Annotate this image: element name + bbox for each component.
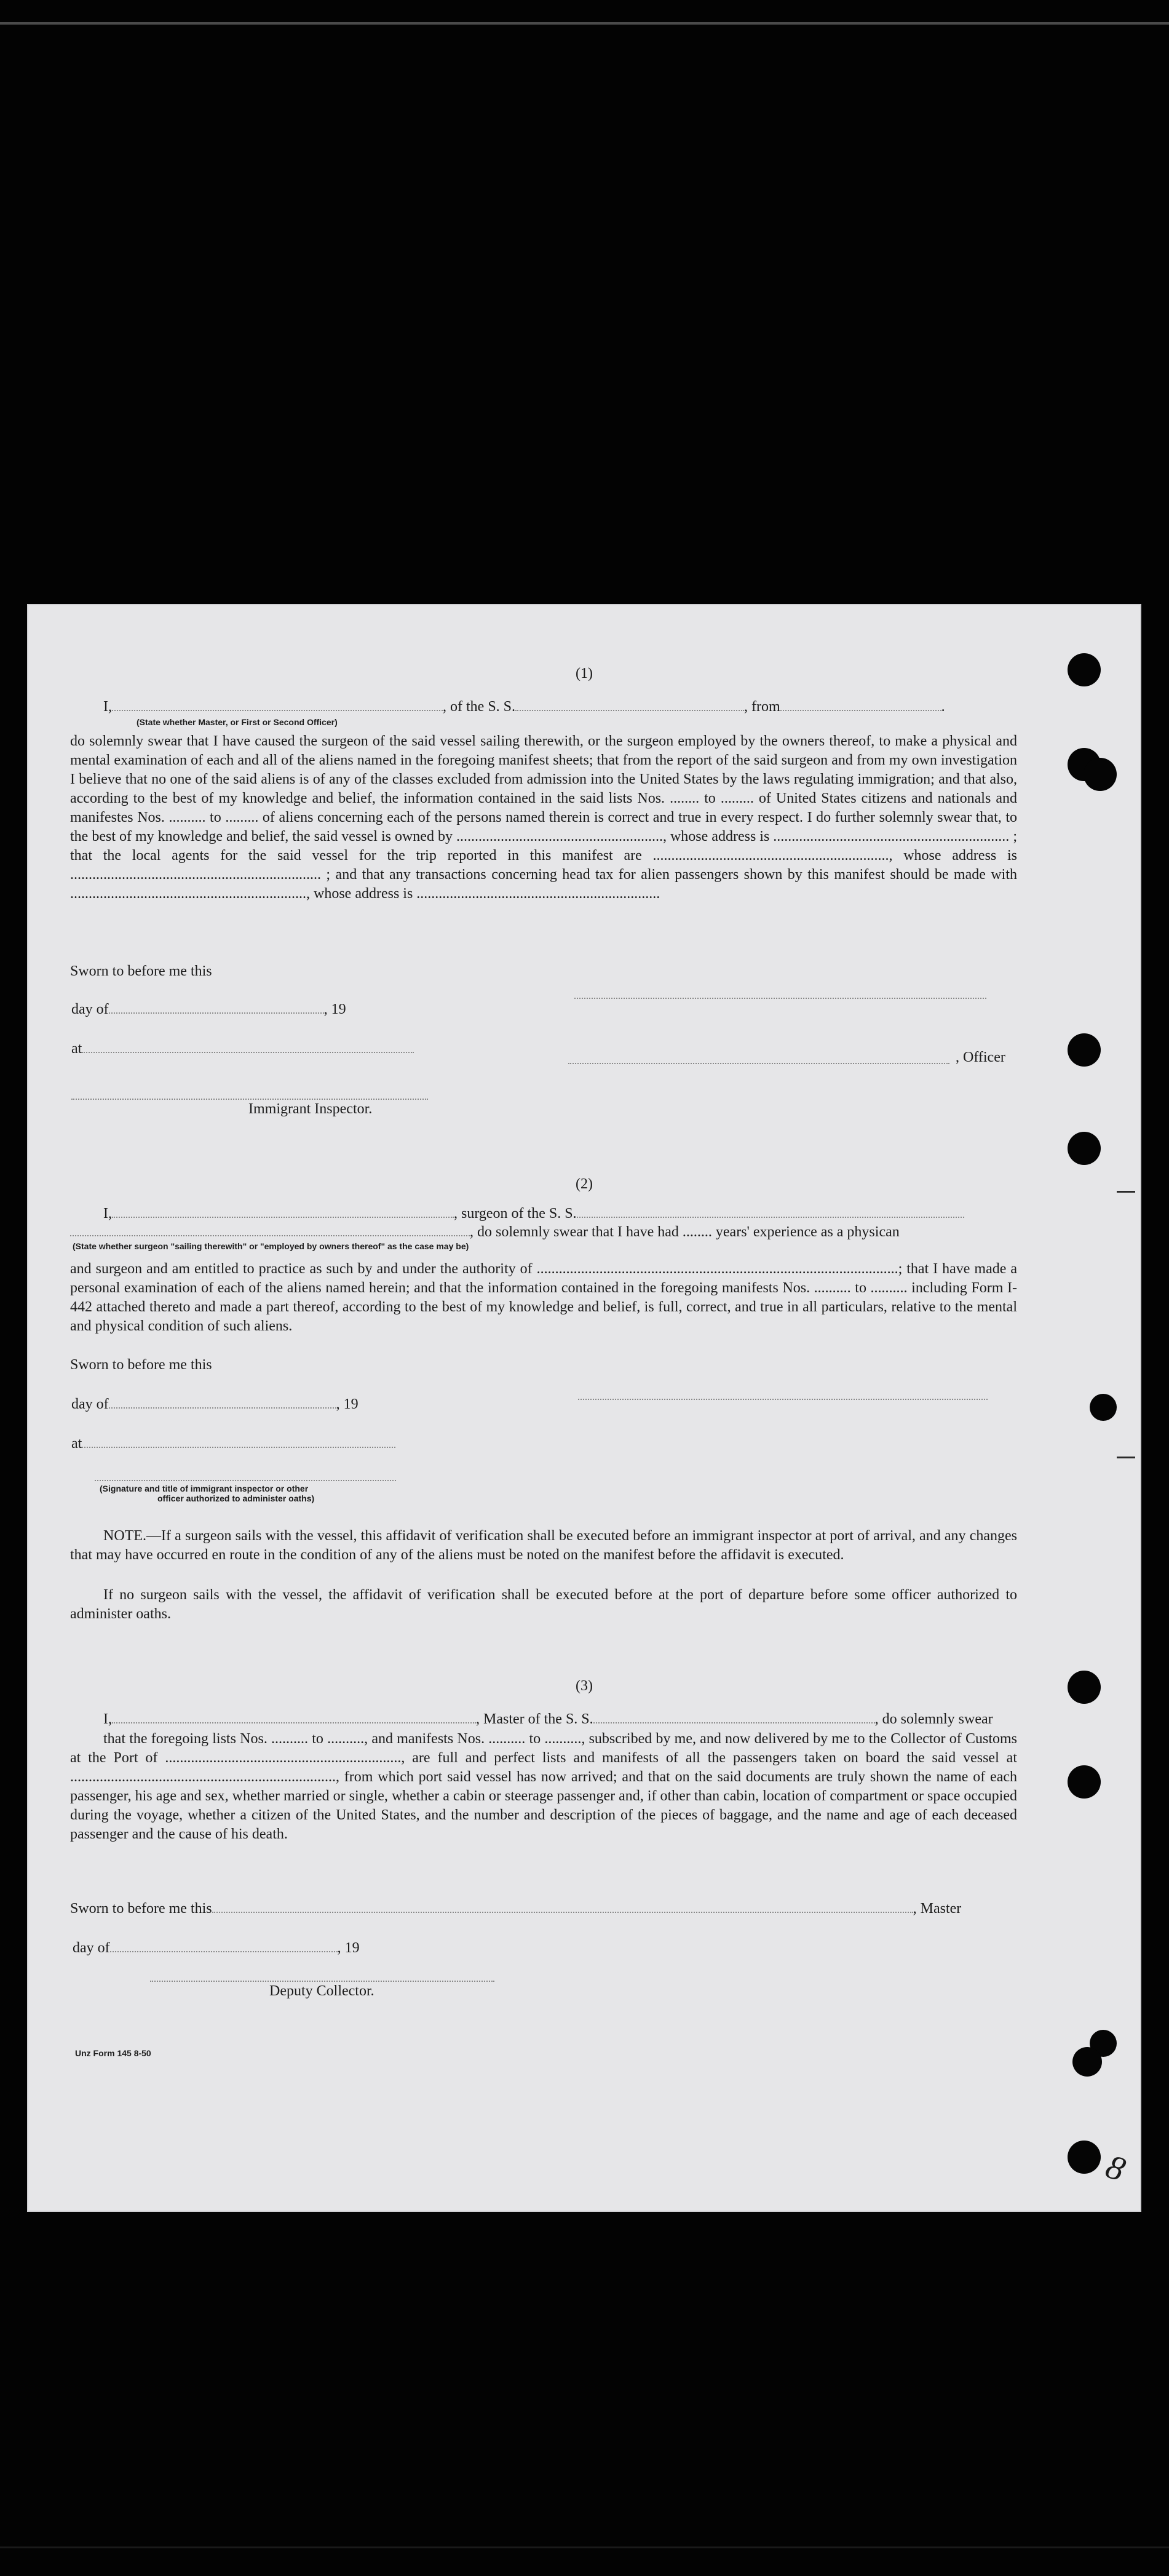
s3-master-signature-blank xyxy=(212,1901,913,1913)
s2-ship-blank xyxy=(577,1206,964,1218)
s3-swear-text: , do solemnly swear xyxy=(874,1711,993,1727)
s3-master-of: , Master of the S. S. xyxy=(476,1711,593,1727)
s2-at-label: at xyxy=(71,1436,82,1452)
s3-name-blank xyxy=(112,1711,476,1723)
s1-sworn-label: Sworn to before me this xyxy=(70,963,212,979)
top-scan-border xyxy=(0,22,1169,25)
s2-note: NOTE.—If a surgeon sails with the vessel, this affidavit of verification shall be executed before an immigrant inspector at port of arrival, and any changes that may have occurred en route in the condition of any of the aliens must be noted on the manifest before the affidavit is executed. xyxy=(70,1528,1017,1563)
s1-officer-note: (State whether Master, or First or Second Officer) xyxy=(137,717,338,727)
s3-sworn-label: Sworn to before me this xyxy=(70,1901,212,1917)
s2-day-blank xyxy=(109,1396,336,1409)
s1-at-label: at xyxy=(71,1041,82,1057)
s2-at-line xyxy=(71,1434,395,1453)
binder-hole xyxy=(1068,2141,1101,2174)
s3-i-label: I, xyxy=(103,1711,112,1727)
s2-year-label: , 19 xyxy=(336,1396,359,1412)
margin-handwritten-mark: 8 xyxy=(1101,2147,1130,2189)
s2-day-of-label: day of xyxy=(71,1396,109,1412)
s3-day-blank xyxy=(110,1940,338,1952)
binder-hole xyxy=(1068,1765,1101,1799)
s3-deputy-label: Deputy Collector. xyxy=(269,1983,374,1999)
s1-inspector-label: Immigrant Inspector. xyxy=(248,1101,373,1117)
s3-oath-line xyxy=(103,1710,993,1728)
s1-at-line xyxy=(71,1040,414,1058)
s2-at-blank xyxy=(82,1436,395,1448)
s3-day-line xyxy=(73,1939,360,1957)
s1-ship-blank xyxy=(515,699,744,711)
binder-hole xyxy=(1068,1132,1101,1165)
binder-hole xyxy=(1072,2047,1102,2077)
s2-inspector-line xyxy=(95,1480,396,1481)
s1-port-blank xyxy=(780,699,941,711)
s1-i-label: I, xyxy=(103,699,112,715)
s2-status-blank xyxy=(70,1224,470,1236)
s1-year-label: , 19 xyxy=(323,1001,346,1017)
binder-hole xyxy=(1090,1394,1117,1421)
s2-swear-text: , do solemnly swear that I have had ........ years' experience as a physican xyxy=(470,1224,900,1240)
s3-ship-blank xyxy=(593,1711,875,1723)
s2-signature-line xyxy=(578,1399,988,1400)
binder-hole xyxy=(1084,758,1117,791)
s1-signature-line xyxy=(574,998,986,999)
s1-oath-line: I, , of the S. S. , from . xyxy=(103,699,945,715)
s1-from: , from xyxy=(744,699,780,715)
s2-sig-note-1: (Signature and title of immigrant inspector or other xyxy=(100,1484,309,1493)
section-2-number: (2) xyxy=(576,1176,593,1192)
s1-day-of-label: day of xyxy=(71,1001,109,1017)
s1-day-blank xyxy=(109,1001,324,1014)
s3-year-label: , 19 xyxy=(337,1940,360,1956)
s3-sworn-line xyxy=(70,1899,961,1918)
s2-oath-line-1 xyxy=(103,1204,964,1223)
section-3-number: (3) xyxy=(576,1678,593,1694)
s2-sig-note-2: officer authorized to administer oaths) xyxy=(157,1493,315,1503)
s2-note-2: If no surgeon sails with the vessel, the affidavit of verification shall be executed before at the port of departure before some officer authorized to administer oaths. xyxy=(70,1587,1017,1622)
s3-master-label: , Master xyxy=(913,1901,962,1917)
s2-oath-line-2 xyxy=(70,1223,900,1241)
s1-of-ss: , of the S. S. xyxy=(443,699,516,715)
bottom-scan-border xyxy=(0,2546,1169,2548)
s2-name-blank xyxy=(112,1206,454,1218)
s1-oath-body: do solemnly swear that I have caused the surgeon of the said vessel sailing therewith, or the surgeon employed by the owners thereof, to make a physical and mental examination of each and all of the aliens named in the foregoing manifest sheets; that from the report of the said surgeon and from my own investigation I believe that no one of the said aliens is of any of the classes excluded from admission into the United States by the laws regulating immigration; and that also, according to the best of my knowledge and belief, the information contained in the said lists Nos. ........ to ......... of United States citizens and nationals and manifestes Nos. .......... to ......... of aliens concerning each of the persons named therein is correct and true in every respect. I do further solemnly swear that, to the best of my knowledge and belief, the said vessel is owned by ........................................................, whose address is ................................................................ ; that the local agents for the said vessel for the trip reported in this manifest are ................................................................, whose address is .................................................................... ; and that any transactions concerning head tax for alien passengers shown by this manifest should be made with ................................................................, whose address is .................................................................. xyxy=(70,733,1017,902)
s2-sworn-label: Sworn to before me this xyxy=(70,1357,212,1373)
s3-day-of-label: day of xyxy=(73,1940,110,1956)
manifest-affidavit-page xyxy=(27,604,1141,2212)
s1-at-blank xyxy=(82,1041,414,1053)
s2-oath-body: and surgeon and am entitled to practice as such by and under the authority of ..................................................................................................; that I have made a personal examination of each of the aliens named herein; and that the information contained in the foregoing manifests Nos. .......... to .......... including Form I-442 attached thereto and made a part thereof, according to the best of my knowledge and belief, is full, correct, and true in all particulars, relative to the mental and physical condition of such aliens. xyxy=(70,1261,1017,1334)
s2-i-label: I, xyxy=(103,1206,112,1222)
form-number: Unz Form 145 8-50 xyxy=(75,2048,151,2058)
s2-day-line xyxy=(71,1395,359,1413)
s3-oath-body: that the foregoing lists Nos. .......... to .........., and manifests Nos. .......... to .........., subscribed by me, and now delivered by me to the Collector of Customs at the Port of ................................................................, are full and perfect lists and manifests of all the passengers taken on board the said vessel at ........................................................................, from which port said vessel has now arrived; and that on the said documents are truly shown the name of each passenger, his age and sex, whether married or single, whether a cabin or steerage passenger and, if other than cabin, location of compartment or space occupied during the voyage, whether a citizen of the United States, and the number and description of the pieces of baggage, and the name and age of each deceased passenger and the cause of his death. xyxy=(70,1731,1017,1842)
s1-officer-signature-line xyxy=(568,1063,949,1064)
margin-tick xyxy=(1117,1457,1135,1458)
s2-surgeon-of: , surgeon of the S. S. xyxy=(454,1206,577,1222)
section-1-number: (1) xyxy=(576,666,593,682)
binder-hole xyxy=(1068,1033,1101,1067)
s2-surgeon-note: (State whether surgeon "sailing therewith" or "employed by owners thereof" as the case may be) xyxy=(73,1241,469,1251)
s1-officer-label: , Officer xyxy=(956,1049,1005,1065)
s1-day-line xyxy=(71,1000,346,1019)
s1-name-blank xyxy=(112,699,443,711)
